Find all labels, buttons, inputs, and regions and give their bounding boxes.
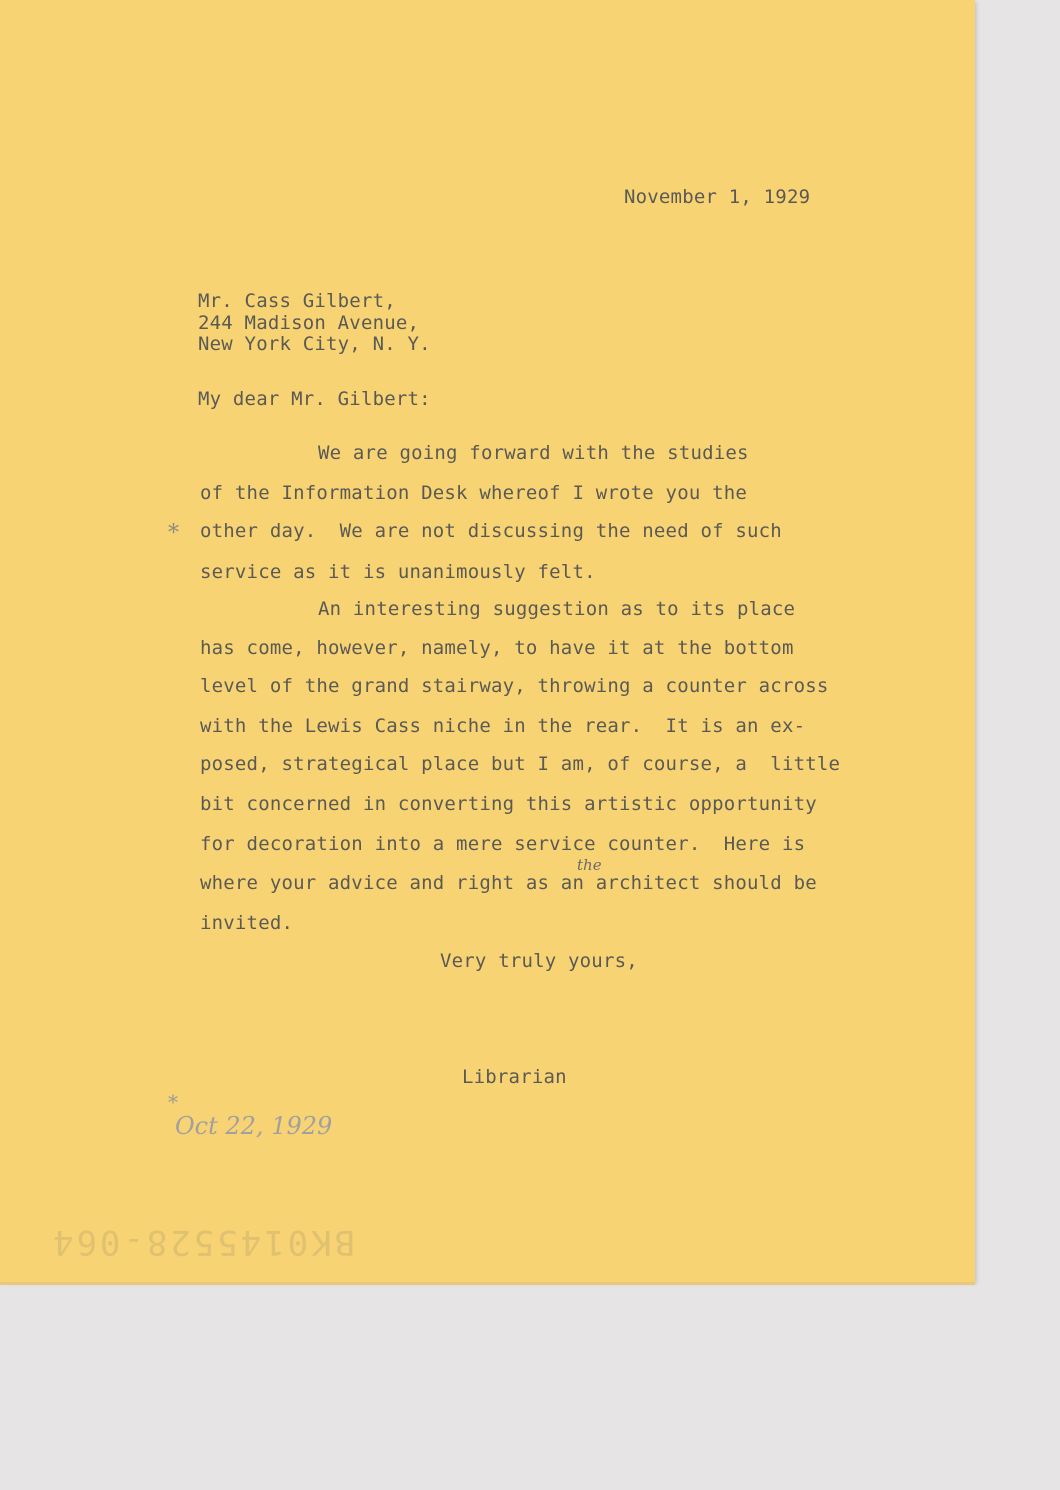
margin-star-mark: * [168,521,179,546]
body-line: of the Information Desk whereof I wrote you the [200,482,748,504]
archive-stamp: BK0145528-064 [50,1222,356,1262]
body-line: We are going forward with the studies [318,442,749,464]
salutation: My dear Mr. Gilbert: [198,388,431,410]
body-line: service as it is unanimously felt. [200,561,596,583]
body-line: invited. [200,912,294,934]
body-line: other day. We are not discussing the need of such [200,520,782,542]
letter-date: November 1, 1929 [624,186,811,208]
note-star: * [168,1090,178,1114]
body-line: has come, however, namely, to have it at the bottom [200,637,794,659]
body-line: An interesting suggestion as to its place [318,598,796,620]
body-line: level of the grand stairway, throwing a counter across [200,675,829,697]
address-line: Mr. Cass Gilbert, [198,290,396,312]
address-line: 244 Madison Avenue, [198,312,420,334]
page-edge [0,1282,975,1285]
closing: Very truly yours, [440,950,638,972]
body-line: where your advice and right as an architect should be [200,872,817,894]
body-line: for decoration into a mere service counter. Here is [200,833,806,855]
handwritten-correction: the [577,856,602,874]
body-line: posed, strategical place but I am, of course, a little [200,753,841,775]
handwritten-date: Oct 22, 1929 [175,1112,333,1140]
body-line: with the Lewis Cass niche in the rear. It is an ex- [200,715,806,737]
address-line: New York City, N. Y. [198,333,431,355]
body-line: bit concerned in converting this artistic opportunity [200,793,817,815]
signature: Librarian [462,1066,567,1088]
